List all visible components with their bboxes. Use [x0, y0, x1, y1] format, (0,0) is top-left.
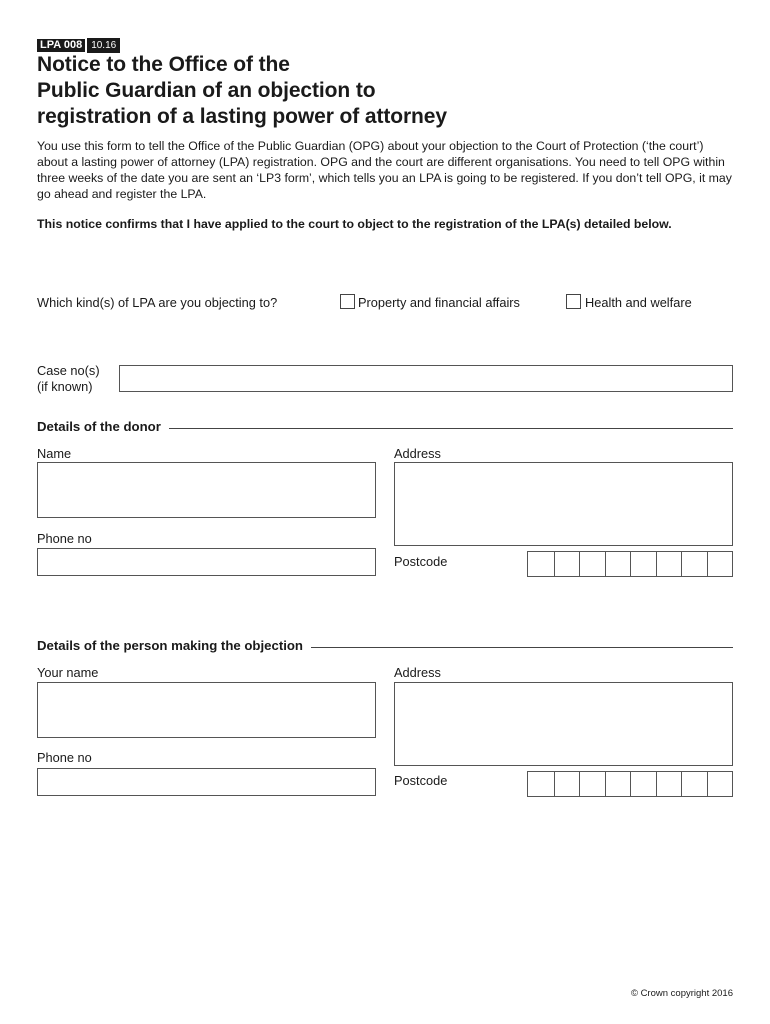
donor-postcode-label: Postcode — [394, 554, 448, 569]
confirmation-statement: This notice confirms that I have applied to the court to object to the registration of the LPA(s) detailed below. — [37, 217, 672, 231]
objector-postcode-input[interactable] — [527, 771, 733, 797]
postcode-cell[interactable] — [707, 552, 733, 576]
page-title — [37, 52, 737, 130]
donor-phone-input[interactable] — [37, 548, 376, 576]
postcode-cell[interactable] — [605, 552, 631, 576]
postcode-cell[interactable] — [528, 772, 554, 796]
postcode-cell[interactable] — [681, 552, 707, 576]
title-line-2: Public Guardian of an objection to — [37, 79, 376, 102]
objector-phone-label: Phone no — [37, 750, 92, 765]
title-line-3: registration of a lasting power of attorney — [37, 105, 447, 128]
objector-phone-input[interactable] — [37, 768, 376, 796]
form-code-badge: LPA 008 — [37, 39, 85, 52]
postcode-cell[interactable] — [579, 772, 605, 796]
donor-address-label: Address — [394, 446, 441, 461]
postcode-cell[interactable] — [630, 552, 656, 576]
case-number-label-line1: Case no(s) — [37, 363, 100, 378]
lpa-kind-question: Which kind(s) of LPA are you objecting to? — [37, 295, 278, 310]
form-version-badge: 10.16 — [87, 38, 120, 53]
donor-section-heading: Details of the donor — [37, 419, 169, 435]
copyright-notice: © Crown copyright 2016 — [630, 988, 733, 999]
donor-phone-label: Phone no — [37, 531, 92, 546]
postcode-cell[interactable] — [630, 772, 656, 796]
postcode-cell[interactable] — [528, 552, 554, 576]
objector-name-input[interactable] — [37, 682, 376, 738]
postcode-cell[interactable] — [605, 772, 631, 796]
health-welfare-label: Health and welfare — [585, 295, 692, 310]
title-line-1: Notice to the Office of the — [37, 53, 290, 76]
donor-name-input[interactable] — [37, 462, 376, 518]
health-welfare-checkbox[interactable] — [566, 294, 581, 309]
intro-paragraph: You use this form to tell the Office of the Public Guardian (OPG) about your objection to the Court of Protection (‘the court’) about a lasting power of attorney (LPA) registration. OPG and the court are different organisations. You need to tell OPG within three weeks of the date you are sent an ‘LP3 form’, which tells you an LPA is going to be registered. If you don’t tell OPG, it may go ahead and register the LPA. — [37, 139, 732, 201]
objector-name-label: Your name — [37, 665, 99, 680]
postcode-cell[interactable] — [656, 772, 682, 796]
case-number-input[interactable] — [119, 365, 733, 392]
objector-section-heading: Details of the person making the objection — [37, 638, 311, 654]
postcode-cell[interactable] — [579, 552, 605, 576]
donor-name-label: Name — [37, 446, 72, 461]
postcode-cell[interactable] — [707, 772, 733, 796]
case-number-label — [37, 363, 100, 395]
property-financial-checkbox[interactable] — [340, 294, 355, 309]
property-financial-label: Property and financial affairs — [358, 295, 520, 310]
case-number-label-line2: (if known) — [37, 379, 93, 394]
postcode-cell[interactable] — [656, 552, 682, 576]
postcode-cell[interactable] — [554, 772, 580, 796]
donor-address-input[interactable] — [394, 462, 733, 546]
form-code-badges — [37, 35, 120, 53]
objector-postcode-label: Postcode — [394, 773, 448, 788]
postcode-cell[interactable] — [681, 772, 707, 796]
objector-address-label: Address — [394, 665, 441, 680]
objector-address-input[interactable] — [394, 682, 733, 766]
postcode-cell[interactable] — [554, 552, 580, 576]
donor-postcode-input[interactable] — [527, 551, 733, 577]
